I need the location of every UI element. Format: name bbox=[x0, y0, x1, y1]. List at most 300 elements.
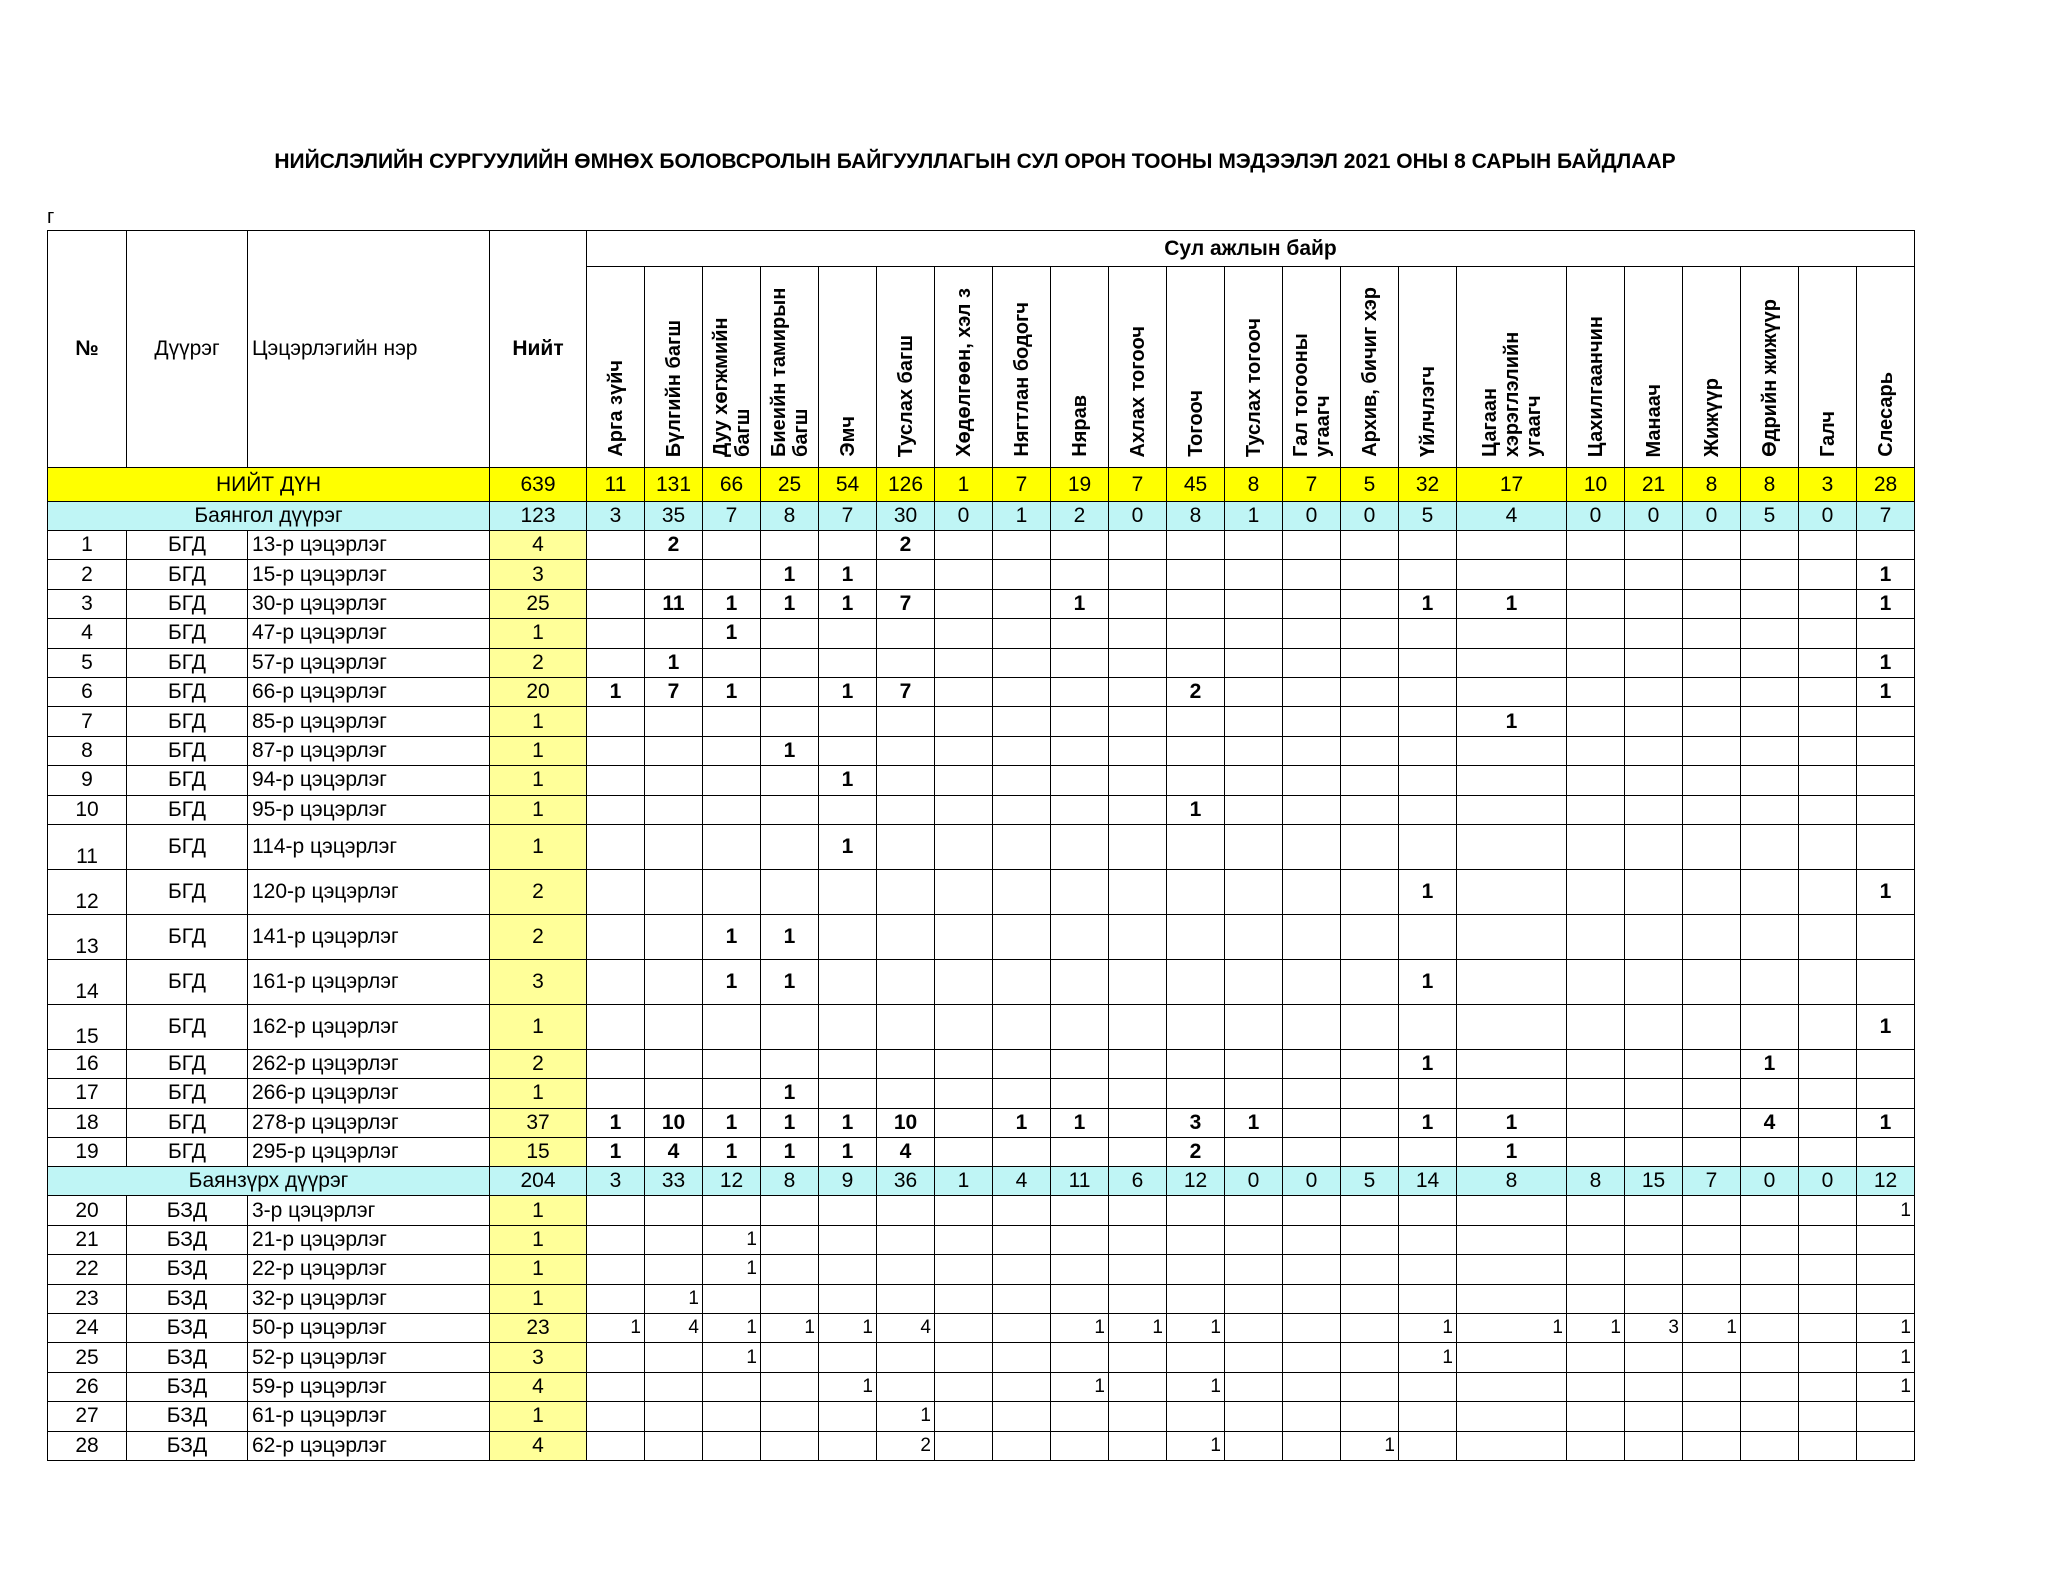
vacancy-cell bbox=[703, 1196, 761, 1225]
vacancy-cell: 1 bbox=[703, 1138, 761, 1167]
stray-mark: г bbox=[47, 206, 55, 228]
district-subtotal-cell: 14 bbox=[1399, 1167, 1457, 1196]
vacancy-cell bbox=[1225, 1004, 1283, 1049]
district-subtotal-cell: 4 bbox=[1457, 502, 1567, 531]
column-header-position bbox=[1167, 267, 1225, 468]
vacancy-cell bbox=[1399, 795, 1457, 824]
kindergarten-name: 22-р цэцэрлэг bbox=[248, 1255, 490, 1284]
column-header-position bbox=[993, 267, 1051, 468]
position-label: Нярав bbox=[1068, 395, 1091, 457]
vacancy-cell bbox=[1457, 1402, 1567, 1431]
vacancy-cell bbox=[1167, 619, 1225, 648]
vacancy-cell bbox=[877, 795, 935, 824]
grand-total-value: 639 bbox=[490, 468, 587, 502]
vacancy-cell bbox=[703, 824, 761, 869]
vacancy-cell bbox=[1799, 1284, 1857, 1313]
vacancy-cell: 1 bbox=[703, 677, 761, 706]
column-header-position bbox=[1457, 267, 1567, 468]
vacancy-cell bbox=[1857, 1402, 1915, 1431]
vacancy-cell bbox=[1741, 707, 1799, 736]
vacancy-cell bbox=[1567, 1079, 1625, 1108]
vacancy-cell bbox=[1341, 766, 1399, 795]
vacancy-cell: 1 bbox=[1399, 589, 1457, 618]
vacancy-cell bbox=[1625, 677, 1683, 706]
vacancy-cell bbox=[1567, 914, 1625, 959]
vacancy-cell bbox=[1741, 1225, 1799, 1254]
kindergarten-name: 32-р цэцэрлэг bbox=[248, 1284, 490, 1313]
vacancy-cell bbox=[1857, 824, 1915, 869]
vacancy-cell bbox=[1225, 1343, 1283, 1372]
vacancy-cell bbox=[1399, 1284, 1457, 1313]
row-number: 26 bbox=[48, 1372, 127, 1401]
vacancy-cell bbox=[1225, 707, 1283, 736]
vacancy-cell bbox=[1109, 560, 1167, 589]
vacancy-cell: 1 bbox=[819, 766, 877, 795]
vacancy-cell bbox=[1457, 1255, 1567, 1284]
vacancy-cell bbox=[993, 1284, 1051, 1313]
vacancy-cell bbox=[1399, 1079, 1457, 1108]
column-header-position bbox=[1799, 267, 1857, 468]
row-total: 25 bbox=[490, 589, 587, 618]
vacancy-cell bbox=[1625, 1196, 1683, 1225]
vacancy-cell bbox=[1741, 1255, 1799, 1284]
vacancy-cell bbox=[935, 1049, 993, 1078]
vacancy-cell bbox=[877, 619, 935, 648]
vacancy-cell bbox=[1109, 869, 1167, 914]
vacancy-cell bbox=[645, 795, 703, 824]
vacancy-cell bbox=[1167, 1196, 1225, 1225]
row-number: 16 bbox=[48, 1049, 127, 1078]
district-subtotal-cell: 1 bbox=[935, 1167, 993, 1196]
vacancy-cell bbox=[819, 707, 877, 736]
position-label: Архив, бичиг хэр bbox=[1358, 287, 1381, 457]
position-label: Биеийн тамирын багш bbox=[767, 287, 812, 457]
column-header-position bbox=[761, 267, 819, 468]
table-row bbox=[48, 1372, 1915, 1401]
vacancy-cell bbox=[1457, 1343, 1567, 1372]
vacancy-cell bbox=[1051, 560, 1109, 589]
column-header-position bbox=[1683, 267, 1741, 468]
row-number: 11 bbox=[48, 824, 127, 869]
vacancy-cell bbox=[819, 795, 877, 824]
vacancy-cell: 1 bbox=[1857, 648, 1915, 677]
vacancy-cell bbox=[1857, 1255, 1915, 1284]
vacancy-cell bbox=[819, 619, 877, 648]
row-total: 1 bbox=[490, 1255, 587, 1284]
vacancy-cell: 1 bbox=[1051, 589, 1109, 618]
vacancy-cell bbox=[935, 1343, 993, 1372]
grand-total-cell: 11 bbox=[587, 468, 645, 502]
position-label: Нягтлан бодогч bbox=[1010, 302, 1033, 457]
vacancy-cell bbox=[935, 1284, 993, 1313]
position-label: Дуу хөгжмийн багш bbox=[709, 317, 754, 457]
vacancy-cell bbox=[1799, 795, 1857, 824]
vacancy-cell bbox=[1625, 619, 1683, 648]
vacancy-cell: 1 bbox=[1857, 1343, 1915, 1372]
column-header-position bbox=[935, 267, 993, 468]
grand-total-cell: 28 bbox=[1857, 468, 1915, 502]
vacancy-cell bbox=[1799, 914, 1857, 959]
vacancy-cell bbox=[993, 1372, 1051, 1401]
vacancy-cell: 1 bbox=[1857, 1196, 1915, 1225]
district-code: БГД bbox=[127, 1138, 248, 1167]
vacancy-cell bbox=[1283, 914, 1341, 959]
vacancy-cell bbox=[819, 1402, 877, 1431]
vacancy-cell: 1 bbox=[761, 589, 819, 618]
district-subtotal-cell: 6 bbox=[1109, 1167, 1167, 1196]
vacancy-cell bbox=[1857, 619, 1915, 648]
vacancy-cell bbox=[1051, 1343, 1109, 1372]
vacancy-cell bbox=[819, 1196, 877, 1225]
district-code: БГД bbox=[127, 1108, 248, 1137]
vacancy-cell bbox=[1741, 1138, 1799, 1167]
vacancy-cell bbox=[1799, 1108, 1857, 1137]
vacancy-cell bbox=[1283, 1402, 1341, 1431]
vacancy-cell bbox=[1457, 1004, 1567, 1049]
vacancy-cell bbox=[1341, 619, 1399, 648]
vacancy-cell: 1 bbox=[1857, 869, 1915, 914]
vacancy-cell bbox=[1341, 1108, 1399, 1137]
vacancy-cell bbox=[1225, 619, 1283, 648]
row-total: 1 bbox=[490, 707, 587, 736]
vacancy-cell bbox=[703, 1431, 761, 1460]
row-number: 24 bbox=[48, 1314, 127, 1343]
vacancy-cell bbox=[1283, 707, 1341, 736]
vacancy-cell bbox=[1741, 1079, 1799, 1108]
district-code: БГД bbox=[127, 619, 248, 648]
vacancy-cell: 2 bbox=[877, 531, 935, 560]
vacancy-cell: 3 bbox=[1167, 1108, 1225, 1137]
kindergarten-name: 94-р цэцэрлэг bbox=[248, 766, 490, 795]
vacancy-cell bbox=[1051, 766, 1109, 795]
vacancy-cell bbox=[1457, 959, 1567, 1004]
vacancy-cell bbox=[1341, 1372, 1399, 1401]
vacancy-cell bbox=[1283, 795, 1341, 824]
vacancy-cell bbox=[1341, 531, 1399, 560]
vacancy-cell bbox=[1567, 1225, 1625, 1254]
district-subtotal-cell: 12 bbox=[703, 1167, 761, 1196]
vacancy-cell bbox=[1857, 959, 1915, 1004]
grand-total-cell: 8 bbox=[1741, 468, 1799, 502]
vacancy-cell bbox=[935, 677, 993, 706]
vacancy-cell bbox=[1283, 1108, 1341, 1137]
vacancy-cell bbox=[1341, 1196, 1399, 1225]
kindergarten-name: 3-р цэцэрлэг bbox=[248, 1196, 490, 1225]
vacancy-cell bbox=[1683, 824, 1741, 869]
district-subtotal-cell: 0 bbox=[1283, 502, 1341, 531]
row-total: 1 bbox=[490, 1079, 587, 1108]
vacancy-cell bbox=[761, 707, 819, 736]
vacancy-cell bbox=[1625, 795, 1683, 824]
vacancy-cell bbox=[1799, 560, 1857, 589]
vacancy-cell: 1 bbox=[1457, 589, 1567, 618]
district-subtotal-cell: 7 bbox=[1683, 1167, 1741, 1196]
vacancy-cell bbox=[935, 1004, 993, 1049]
district-subtotal-cell: 1 bbox=[1225, 502, 1283, 531]
vacancy-cell bbox=[645, 1196, 703, 1225]
vacancy-cell bbox=[1683, 560, 1741, 589]
row-number: 5 bbox=[48, 648, 127, 677]
column-header-kindergarten: Цэцэрлэгийн нэр bbox=[248, 231, 490, 468]
table-row bbox=[48, 619, 1915, 648]
row-total: 2 bbox=[490, 869, 587, 914]
district-code: БЗД bbox=[127, 1225, 248, 1254]
vacancy-cell: 7 bbox=[877, 677, 935, 706]
vacancy-cell: 1 bbox=[1457, 1314, 1567, 1343]
vacancy-cell bbox=[1225, 766, 1283, 795]
vacancy-cell bbox=[703, 1004, 761, 1049]
vacancy-cell bbox=[1051, 824, 1109, 869]
vacancy-cell bbox=[1225, 1225, 1283, 1254]
vacancy-cell bbox=[1567, 736, 1625, 765]
vacancy-cell bbox=[1741, 677, 1799, 706]
district-subtotal-cell: 8 bbox=[1567, 1167, 1625, 1196]
vacancy-cell bbox=[645, 736, 703, 765]
vacancy-cell bbox=[1741, 914, 1799, 959]
vacancy-cell bbox=[1741, 959, 1799, 1004]
vacancy-cell bbox=[1109, 1402, 1167, 1431]
vacancy-cell bbox=[1457, 795, 1567, 824]
vacancy-cell bbox=[1283, 1049, 1341, 1078]
row-total: 3 bbox=[490, 560, 587, 589]
vacancy-cell bbox=[935, 1314, 993, 1343]
vacancy-cell bbox=[1625, 1343, 1683, 1372]
vacancy-cell bbox=[587, 589, 645, 618]
column-header-position bbox=[703, 267, 761, 468]
vacancy-cell bbox=[993, 648, 1051, 677]
vacancy-cell bbox=[1857, 736, 1915, 765]
row-total: 20 bbox=[490, 677, 587, 706]
vacancy-cell bbox=[1625, 824, 1683, 869]
vacancy-cell bbox=[1857, 1225, 1915, 1254]
position-label: Слесарь bbox=[1874, 372, 1897, 457]
district-subtotal-cell: 33 bbox=[645, 1167, 703, 1196]
table-row bbox=[48, 1343, 1915, 1372]
district-subtotal-cell: 8 bbox=[1167, 502, 1225, 531]
vacancy-cell bbox=[645, 1431, 703, 1460]
table-row bbox=[48, 914, 1915, 959]
district-subtotal-row bbox=[48, 1167, 1915, 1196]
table-row bbox=[48, 1225, 1915, 1254]
vacancy-cell bbox=[761, 824, 819, 869]
vacancy-cell: 1 bbox=[703, 1108, 761, 1137]
vacancy-cell bbox=[1457, 1196, 1567, 1225]
row-number: 20 bbox=[48, 1196, 127, 1225]
vacancy-cell bbox=[587, 1343, 645, 1372]
row-number: 12 bbox=[48, 869, 127, 914]
vacancy-cell bbox=[761, 795, 819, 824]
vacancy-cell bbox=[1457, 1049, 1567, 1078]
vacancy-cell bbox=[1167, 1004, 1225, 1049]
vacancy-cell bbox=[645, 1079, 703, 1108]
vacancy-cell bbox=[1399, 1372, 1457, 1401]
vacancy-cell bbox=[877, 959, 935, 1004]
district-subtotal-cell: 0 bbox=[1741, 1167, 1799, 1196]
vacancy-cell bbox=[1051, 648, 1109, 677]
vacancy-cell bbox=[1625, 959, 1683, 1004]
vacancy-cell bbox=[1341, 677, 1399, 706]
vacancy-cell bbox=[1225, 589, 1283, 618]
vacancy-cell: 1 bbox=[703, 1343, 761, 1372]
vacancy-cell bbox=[1225, 869, 1283, 914]
table-row bbox=[48, 1284, 1915, 1313]
column-header-position bbox=[645, 267, 703, 468]
district-code: БЗД bbox=[127, 1255, 248, 1284]
vacancy-cell bbox=[1225, 1402, 1283, 1431]
vacancy-cell: 1 bbox=[587, 1138, 645, 1167]
vacancy-cell bbox=[1625, 560, 1683, 589]
vacancy-cell bbox=[1567, 1196, 1625, 1225]
vacancy-cell bbox=[645, 869, 703, 914]
header-row bbox=[48, 231, 1915, 267]
vacancy-cell: 1 bbox=[819, 677, 877, 706]
vacancy-cell bbox=[1225, 1079, 1283, 1108]
vacancy-cell: 10 bbox=[877, 1108, 935, 1137]
vacancy-cell bbox=[1457, 914, 1567, 959]
vacancy-cell bbox=[1283, 1314, 1341, 1343]
district-code: БГД bbox=[127, 677, 248, 706]
table-row bbox=[48, 766, 1915, 795]
vacancy-cell bbox=[1399, 531, 1457, 560]
row-total: 23 bbox=[490, 1314, 587, 1343]
vacancy-cell: 1 bbox=[819, 1138, 877, 1167]
vacancy-cell bbox=[1051, 677, 1109, 706]
table-row bbox=[48, 1138, 1915, 1167]
district-code: БГД bbox=[127, 795, 248, 824]
vacancy-cell: 1 bbox=[703, 1255, 761, 1284]
vacancy-cell bbox=[1457, 1431, 1567, 1460]
vacancy-cell bbox=[1457, 648, 1567, 677]
vacancy-cell bbox=[1741, 1196, 1799, 1225]
column-header-vacancy-group: Сул ажлын байр bbox=[587, 231, 1915, 267]
district-code: БГД bbox=[127, 560, 248, 589]
vacancy-cell bbox=[761, 1343, 819, 1372]
grand-total-row bbox=[48, 468, 1915, 502]
vacancy-cell bbox=[587, 1004, 645, 1049]
kindergarten-name: 66-р цэцэрлэг bbox=[248, 677, 490, 706]
vacancy-cell bbox=[1283, 1138, 1341, 1167]
vacancy-cell bbox=[1567, 959, 1625, 1004]
vacancy-cell bbox=[1567, 1372, 1625, 1401]
grand-total-cell: 7 bbox=[1283, 468, 1341, 502]
vacancy-cell bbox=[1683, 707, 1741, 736]
row-number: 6 bbox=[48, 677, 127, 706]
vacancy-cell bbox=[993, 1049, 1051, 1078]
row-total: 2 bbox=[490, 914, 587, 959]
district-subtotal-cell: 15 bbox=[1625, 1167, 1683, 1196]
position-label: Цахилгаанчин bbox=[1584, 315, 1607, 457]
position-label: Галч bbox=[1816, 410, 1839, 457]
vacancy-cell bbox=[1225, 736, 1283, 765]
district-subtotal-cell: 4 bbox=[993, 1167, 1051, 1196]
row-total: 4 bbox=[490, 1372, 587, 1401]
vacancy-cell: 1 bbox=[1051, 1314, 1109, 1343]
vacancy-cell bbox=[1167, 707, 1225, 736]
kindergarten-name: 50-р цэцэрлэг bbox=[248, 1314, 490, 1343]
column-header-position bbox=[1567, 267, 1625, 468]
kindergarten-name: 262-р цэцэрлэг bbox=[248, 1049, 490, 1078]
vacancy-cell bbox=[935, 589, 993, 618]
vacancy-cell bbox=[1741, 824, 1799, 869]
vacancy-cell: 10 bbox=[645, 1108, 703, 1137]
vacancy-cell bbox=[1683, 1225, 1741, 1254]
vacancy-cell bbox=[877, 707, 935, 736]
row-total: 4 bbox=[490, 531, 587, 560]
vacancy-cell bbox=[1625, 707, 1683, 736]
vacancy-cell bbox=[877, 1049, 935, 1078]
vacancy-cell bbox=[935, 1402, 993, 1431]
vacancy-cell bbox=[1457, 1372, 1567, 1401]
position-label: Хөдөлгөөн, хэл з bbox=[952, 288, 975, 457]
vacancy-cell bbox=[587, 766, 645, 795]
position-label: Туслах тогооч bbox=[1242, 317, 1265, 457]
vacancy-cell bbox=[935, 648, 993, 677]
grand-total-cell: 54 bbox=[819, 468, 877, 502]
vacancy-cell bbox=[587, 531, 645, 560]
vacancy-cell: 1 bbox=[703, 1314, 761, 1343]
vacancy-cell bbox=[587, 1402, 645, 1431]
district-code: БЗД bbox=[127, 1196, 248, 1225]
kindergarten-name: 62-р цэцэрлэг bbox=[248, 1431, 490, 1460]
vacancy-cell bbox=[1741, 1343, 1799, 1372]
vacancy-cell bbox=[1109, 1372, 1167, 1401]
vacancy-cell bbox=[1167, 959, 1225, 1004]
vacancy-cell: 1 bbox=[587, 677, 645, 706]
row-number: 4 bbox=[48, 619, 127, 648]
vacancy-cell bbox=[1799, 1372, 1857, 1401]
vacancy-cell: 1 bbox=[819, 1372, 877, 1401]
vacancy-cell bbox=[935, 1138, 993, 1167]
vacancy-cell bbox=[587, 1284, 645, 1313]
vacancy-cell bbox=[1567, 766, 1625, 795]
vacancy-cell bbox=[587, 1196, 645, 1225]
table-row bbox=[48, 1255, 1915, 1284]
vacancy-cell bbox=[1457, 619, 1567, 648]
vacancy-cell bbox=[1857, 1431, 1915, 1460]
vacancy-cell bbox=[1341, 795, 1399, 824]
vacancy-cell bbox=[1051, 1225, 1109, 1254]
vacancy-cell: 1 bbox=[1857, 677, 1915, 706]
vacancy-cell bbox=[1109, 1079, 1167, 1108]
vacancy-cell bbox=[1683, 869, 1741, 914]
vacancy-cell: 1 bbox=[761, 560, 819, 589]
vacancy-cell bbox=[1741, 869, 1799, 914]
district-code: БГД bbox=[127, 707, 248, 736]
vacancy-cell bbox=[1167, 1225, 1225, 1254]
vacancy-cell bbox=[1225, 824, 1283, 869]
vacancy-cell bbox=[1283, 959, 1341, 1004]
vacancy-cell bbox=[1051, 531, 1109, 560]
vacancy-cell bbox=[1167, 1079, 1225, 1108]
position-label: Ахлах тогооч bbox=[1126, 325, 1149, 457]
vacancy-cell bbox=[1109, 619, 1167, 648]
position-label: Өдрийн жижүүр bbox=[1758, 299, 1781, 457]
vacancy-cell bbox=[1683, 589, 1741, 618]
vacancy-cell bbox=[1341, 1138, 1399, 1167]
vacancy-cell bbox=[1625, 1049, 1683, 1078]
vacancy-cell: 1 bbox=[819, 589, 877, 618]
vacancy-cell bbox=[1225, 648, 1283, 677]
vacancy-cell bbox=[1399, 560, 1457, 589]
vacancy-cell bbox=[1167, 824, 1225, 869]
vacancy-cell bbox=[993, 619, 1051, 648]
district-subtotal-cell: 2 bbox=[1051, 502, 1109, 531]
grand-total-cell: 10 bbox=[1567, 468, 1625, 502]
vacancy-cell bbox=[587, 1079, 645, 1108]
vacancy-cell: 1 bbox=[761, 1138, 819, 1167]
row-total: 4 bbox=[490, 1431, 587, 1460]
vacancy-cell: 11 bbox=[645, 589, 703, 618]
